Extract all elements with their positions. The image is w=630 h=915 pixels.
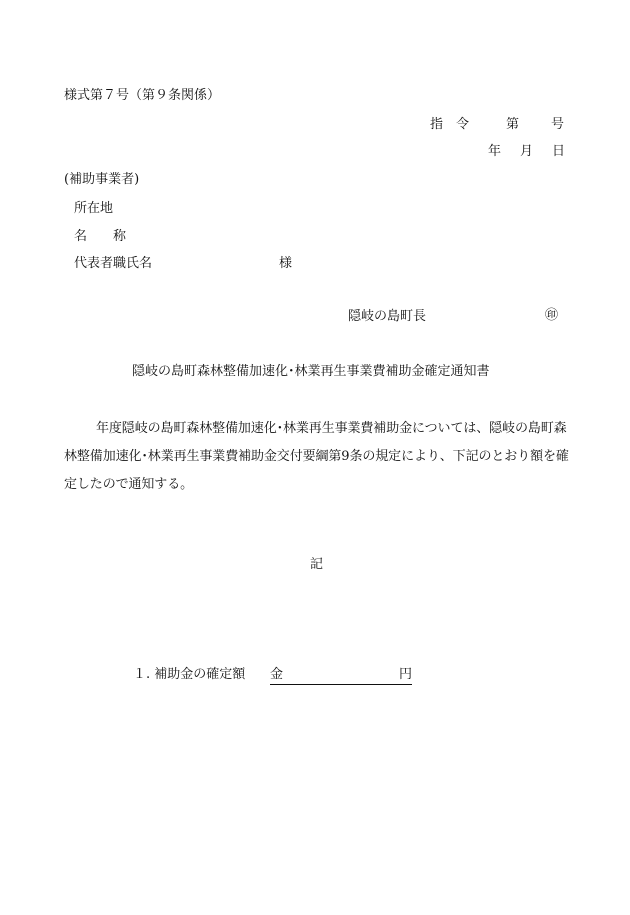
confirmed-amount-field xyxy=(270,668,412,685)
body-paragraph: 年度隠岐の島町森林整備加速化･林業再生事業費補助金については、隠岐の島町森林整備加速化･林業再生事業費補助金交付要綱第9条の規定により、下記のとおり額を確定したので通知する。 xyxy=(64,421,569,492)
date-year-label: 年 xyxy=(488,144,502,159)
ki-heading: 記 xyxy=(310,557,324,572)
issuer-title: 隠岐の島町長 xyxy=(348,309,427,324)
amount-kin: 金 xyxy=(270,667,284,682)
name-label: 名 称 xyxy=(74,229,127,244)
doc-number-go: 号 xyxy=(551,117,565,132)
address-label: 所在地 xyxy=(74,201,114,216)
honorific-sama: 様 xyxy=(279,256,293,271)
representative-label: 代表者職氏名 xyxy=(74,256,153,271)
confirmed-amount-label: １. 補助金の確定額 xyxy=(133,667,246,682)
recipient-heading: (補助事業者) xyxy=(64,172,140,187)
doc-number-shirei: 指 令 xyxy=(430,117,470,132)
form-number: 様式第７号（第９条関係） xyxy=(64,88,221,103)
date-month-label: 月 xyxy=(520,144,534,159)
document-title: 隠岐の島町森林整備加速化･林業再生事業費補助金確定通知書 xyxy=(132,364,490,379)
date-day-label: 日 xyxy=(552,144,566,159)
doc-number-dai: 第 xyxy=(506,117,520,132)
amount-en: 円 xyxy=(398,667,412,682)
seal-mark: ㊞ xyxy=(545,308,559,323)
